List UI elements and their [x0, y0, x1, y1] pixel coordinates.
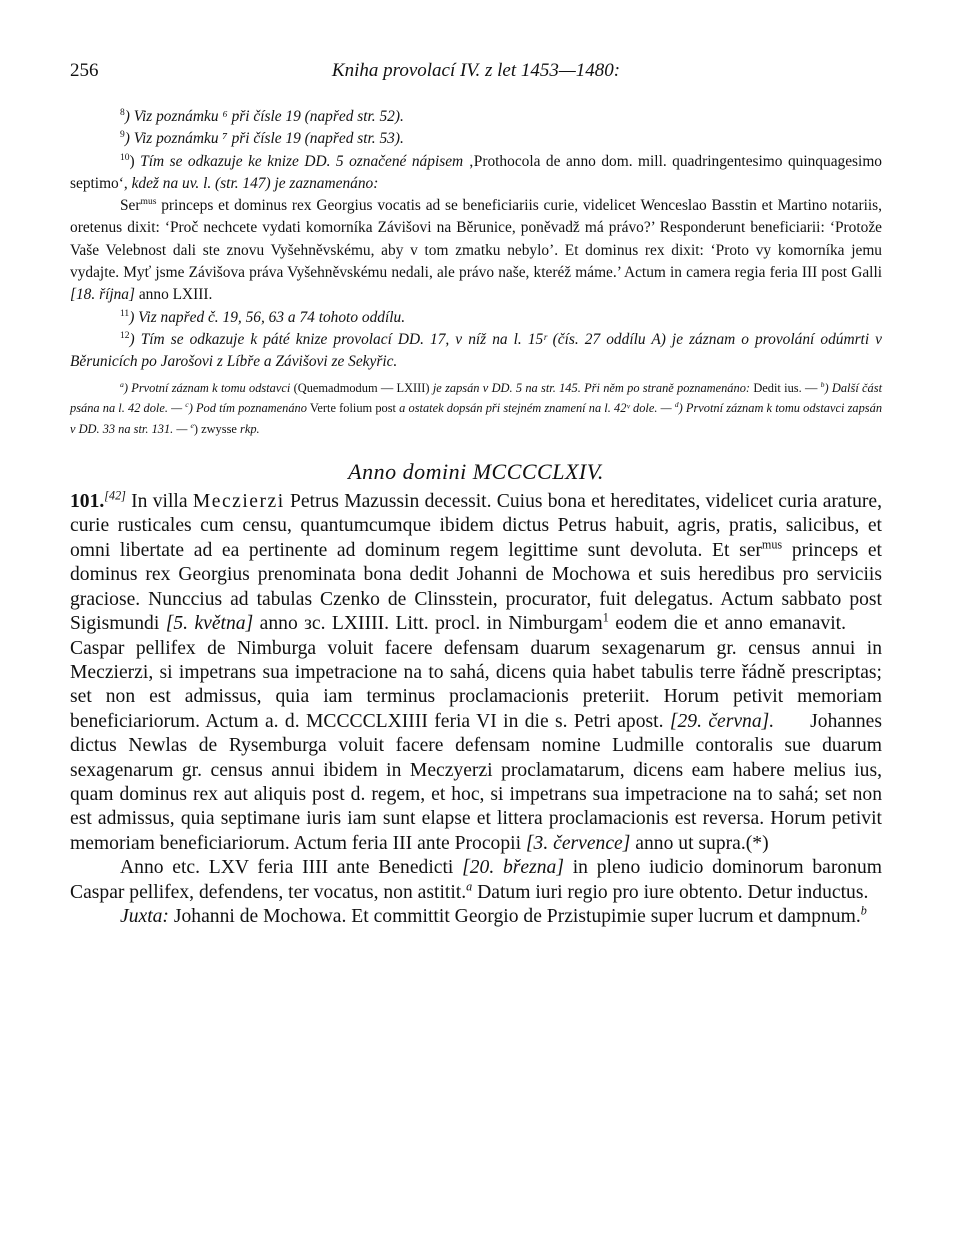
entry-number: 101. — [70, 491, 105, 513]
section-title: Anno domini MCCCCLXIV. — [348, 459, 604, 485]
footnote-11: $^{11}$) Viz napřed č. 19, 56, 63 a 74 tohoto oddílu. — [120, 307, 406, 326]
page-number: 256 — [70, 60, 99, 81]
entry-paragraph-1: 101.[42] In villa Meczierzi Petrus Mazussin decessit. Cuius bona et hereditates, videlicet curia arature, curie rusticales cum censu, quantumcumque ibidem dictus Petrus habuit, agris, pratis, salicibus, et omni libertate ad ea pertinente ad dominum regem legittime sunt devoluta. Et ser$^{mus}$ princeps et dominus rex Georgius prenominata bona dedit Johanni de Mochowa et suis heredibus pro serviciis graciose. Nunccius ad tabulas Czenko de Clinsstein, procurator, fuit delegatus. Actum sabbato post Sigismundi [5. května] anno зc. LXIIII. Litt. procl. in Nimburgam$^1$ eodem die et anno emanavit.Caspar pellifex de Nimburga voluit facere defensam duarum sexagenarum gr. census annui in Meczierzi, si impetrans sua impetracione na to sahá, dicens quia habet tabulis terre řádně prescriptas; set non est admissus, quia iam terminus proclamacionis preteriit. Horum petivit memoriam beneficiariorum. Actum a. d. MCCCCLXIIII feria VI in die s. Petri apost. [29. června]. Johannes dictus Newlas de Rysemburga voluit facere defensam nomine Ludmille contoralis sue duarum sexagenarum gr. census annui ibidem in Meczyerzi proclamatarum, dicens eam habere melius ius, quam dominus rex aut aliquis post d. regem, et hoc, si impetrans sua impetracione na to sahá; set non est admissus, quia septimane iuris iam sunt elapse et littera proclamacionis est reversa. Horum petivit memoriam beneficiariorum. Actum feria III ante Procopii [3. července] anno ut supra.(*) — [70, 488, 882, 854]
entry-paragraph-3: Juxta: Johanni de Mochowa. Et committit Georgio de Przistupimie super lucrum et dampnum.$^b$ — [120, 903, 867, 927]
footnote-quote: Ser$^{mus}$ princeps et dominus rex Georgius vocatis ad se beneficiariis curie, videlicet Wenceslao Basstin et Martino notariis, oretenus dixit: ‘Proč nechcete vydati komorníka Závišovi na Běrunice, poněvadž má právo?’ Responderunt beneficiarii: ‘Protože Vaše Velebnost dali ste znovu Vyšehněvskému, aby v tom zmatku nebylo’. Et dominus rex dixit: ‘Proto vy komorníka jemu vydajte. Myť jsme Závišova práva Vyšehněvskému nedali, ale právo naše, kteréž máme.’ Actum in camera regia feria III post Galli [18. října] anno LXIII. — [70, 196, 882, 304]
orig-folio-ref: [42] — [104, 488, 126, 503]
apparatus-notes: $^a$) Prvotní záznam k tomu odstavci (Quemadmodum — LXIII) je zapsán v DD. 5 na str. 145. Při něm po straně poznamenáno: Dedit ius. — $^b$) Další část psána na l. 42 dole. — $^c$) Pod tím poznamenáno Verte folium post a ostatek dopsán při stejném znamení na l. 42ᵛ dole. — $^d$) Prvotní záznam k tomu odstavci zapsán v DD. 33 na str. 131. — $^e$) zwysse rkp. — [70, 379, 883, 436]
footnote-9: $^9$) Viz poznámku ⁷ při čísle 19 (napřed str. 53). — [120, 129, 404, 148]
footnotes — [70, 106, 882, 374]
page — [70, 60, 882, 929]
critical-apparatus — [70, 378, 882, 440]
place-name: Meczierzi — [192, 491, 285, 513]
footnote-10: $^{10}$) Tím se odkazuje ke knize DD. 5 označené nápisem ‚Prothocola de anno dom. mill. quadringentesimo quinquagesimo septimo‘, kdež na uv. l. (str. 147) je zaznamenáno: — [70, 151, 882, 192]
running-title: Kniha provolací IV. z let 1453—1480: — [331, 60, 621, 81]
footnote-8: $^8$) Viz poznámku ⁶ při čísle 19 (napřed str. 52). — [120, 106, 404, 125]
entry-paragraph-2: Anno etc. LXV feria IIII ante Benedicti [20. března] in pleno iudicio dominorum baronum Caspar pellifex, defendens, ter vocatus, non astitit.$^a$ Datum iuri regio pro iure obtento. Detur inductus. — [70, 857, 882, 903]
footnote-12: $^{12}$) Tím se odkazuje k páté knize provolací DD. 17, v níž na l. 15ʳ (čís. 27 oddílu A) je záznam o provolání odúmrti v Běrunicích po Jarošovi z Líbře a Závišovi ze Sekyřic. — [70, 329, 882, 371]
entry-101 — [70, 490, 882, 929]
page-header — [70, 60, 882, 90]
